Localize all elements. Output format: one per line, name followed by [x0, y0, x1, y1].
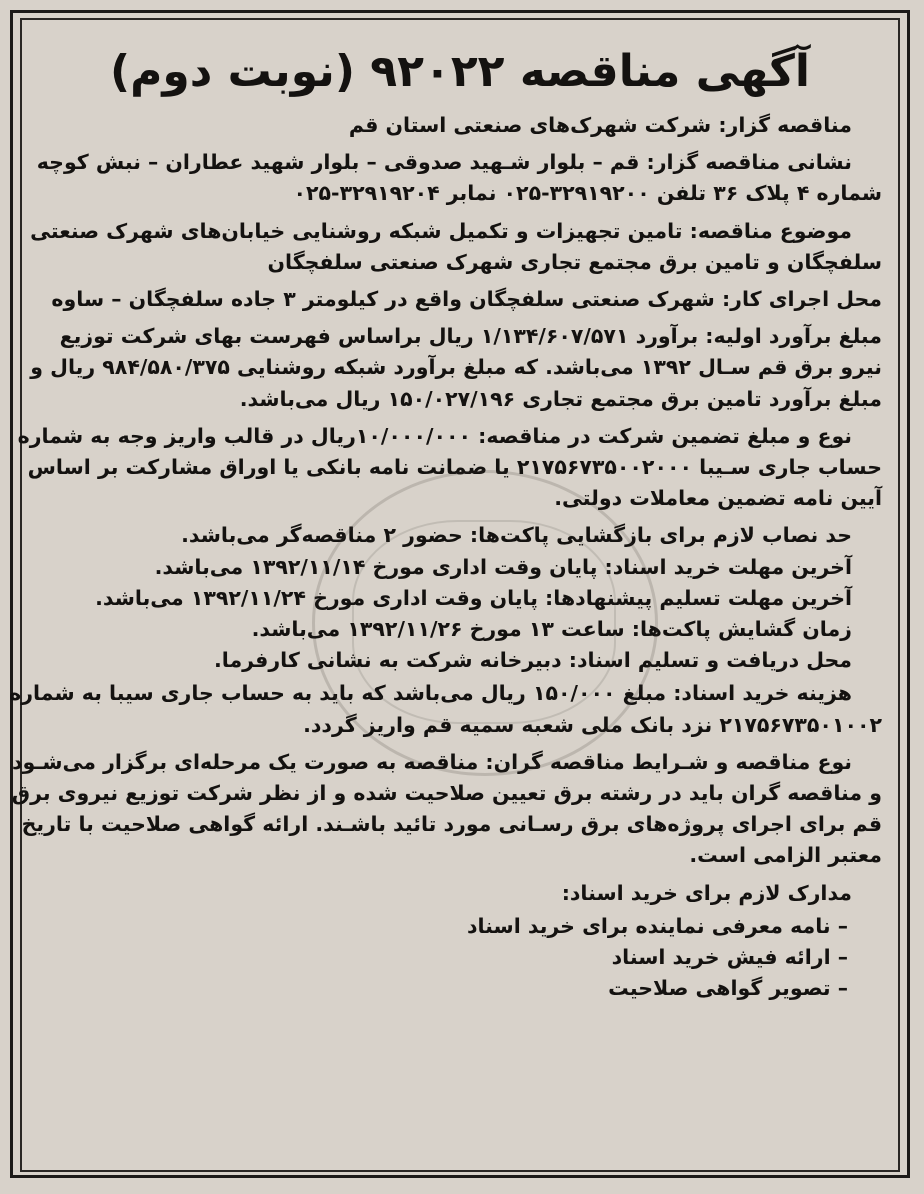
opening-time-line: زمان گشایش پاکت‌ها: ساعت ۱۳ مورخ ۱۳۹۲/۱۱/۲۶ می‌باشد. [251, 617, 852, 642]
list-item: – تصویر گواهی صلاحیت [608, 976, 848, 1001]
opening-time [38, 614, 882, 645]
required-documents-title [38, 878, 882, 909]
submission-deadline-line: آخرین مهلت تسلیم پیشنهادها: پایان وقت اداری مورخ ۱۳۹۲/۱۱/۲۴ می‌باشد. [95, 585, 852, 610]
submission-deadline [38, 583, 882, 614]
subject [30, 216, 882, 278]
conditions-line-1: نوع مناقصه و شـرایط مناقصه گران: مناقصه به صورت یک مرحله‌ای برگزار می‌شـود [11, 749, 852, 774]
docs-title-line: مدارک لازم برای خرید اسناد: [561, 880, 852, 905]
notice-title: آگهی مناقصه ۹۲۰۲۲ (نوبت دوم) [110, 46, 810, 97]
subject-line-2: سلفچگان و تامین برق مجتمع تجاری شهرک صنعتی سلفچگان [267, 249, 882, 274]
guarantee [17, 421, 882, 515]
notice-box [9, 18, 900, 1172]
organizer [38, 110, 882, 141]
estimate-line-2: نیرو برق قم سـال ۱۳۹۲ می‌باشد. که مبلغ برآورد شبکه روشنایی ۹۸۴/۵۸۰/۳۷۵ ریال و [30, 355, 882, 380]
quorum [38, 520, 882, 551]
cost-line-1: هزینه خرید اسناد: مبلغ ۱۵۰/۰۰۰ ریال می‌باشد که باید به حساب جاری سیبا به شماره [9, 681, 852, 706]
list-item: – نامه معرفی نماینده برای خرید اسناد [466, 913, 848, 938]
address-line-1: نشانی مناقصه گزار: قم – بلوار شـهید صدوقی – بلوار شهید عطاران – نبش کوچه [36, 150, 852, 175]
guarantee-line-2: حساب جاری سـیبا ۲۱۷۵۶۷۳۵۰۰۲۰۰۰ یا ضمانت نامه بانکی یا اوراق مشارکت بر اساس [27, 455, 882, 480]
list-item: – ارائه فیش خرید اسناد [611, 945, 848, 970]
purchase-deadline [38, 552, 882, 583]
organizer-line: مناقصه گزار: شرکت شهرک‌های صنعتی استان قم [348, 113, 852, 137]
conditions [11, 747, 882, 872]
guarantee-line-3: آیین نامه تضمین معاملات دولتی. [554, 486, 882, 511]
conditions-line-3: قم برای اجرای پروژه‌های برق رسـانی مورد تائید باشـند. ارائه گواهی صلاحیت با تاریخ [21, 812, 882, 837]
conditions-line-4: معتبر الزامی است. [689, 843, 882, 868]
estimate-line-3: مبلغ برآورد تامین برق مجتمع تجاری ۱۵۰/۰۲۷/۱۹۶ ریال می‌باشد. [239, 386, 882, 411]
location-line: محل اجرای کار: شهرک صنعتی سلفچگان واقع در کیلومتر ۳ جاده سلفچگان – ساوه [51, 287, 882, 312]
address [38, 147, 882, 209]
delivery-place [38, 645, 882, 676]
purchase-deadline-line: آخرین مهلت خرید اسناد: پایان وقت اداری مورخ ۱۳۹۲/۱۱/۱۴ می‌باشد. [154, 554, 852, 579]
subject-line-1: موضوع مناقصه: تامین تجهیزات و تکمیل شبکه روشنایی خیابان‌های شهرک صنعتی [30, 218, 852, 243]
quorum-line: حد نصاب لازم برای بازگشایی پاکت‌ها: حضور ۲ مناقصه‌گر می‌باشد. [181, 523, 852, 548]
location [38, 284, 882, 315]
guarantee-line-1: نوع و مبلغ تضمین شرکت در مناقصه: ۱۰/۰۰۰/۰۰۰ریال در قالب واریز وجه به شماره [17, 423, 852, 448]
estimate [30, 321, 882, 415]
cost-line-2: ۲۱۷۵۶۷۳۵۰۱۰۰۲ نزد بانک ملی شعبه سمیه قم واریز گردد. [303, 712, 882, 737]
delivery-place-line: محل دریافت و تسلیم اسناد: دبیرخانه شرکت به نشانی کارفرما. [214, 648, 852, 673]
document-cost [9, 678, 882, 740]
address-line-2: شماره ۴ پلاک ۳۶ تلفن ۳۲۹۱۹۲۰۰-۰۲۵ نمابر ۳۲۹۱۹۲۰۴-۰۲۵ [293, 181, 882, 206]
estimate-line-1: مبلغ برآورد اولیه: برآورد ۱/۱۳۴/۶۰۷/۵۷۱ ریال براساس فهرست بهای شرکت توزیع [59, 324, 882, 349]
conditions-line-2: و مناقصه گران باید در رشته برق تعیین صلاحیت شده و از نظر شرکت توزیع نیروی برق [11, 781, 882, 806]
required-documents-list [38, 911, 882, 1005]
